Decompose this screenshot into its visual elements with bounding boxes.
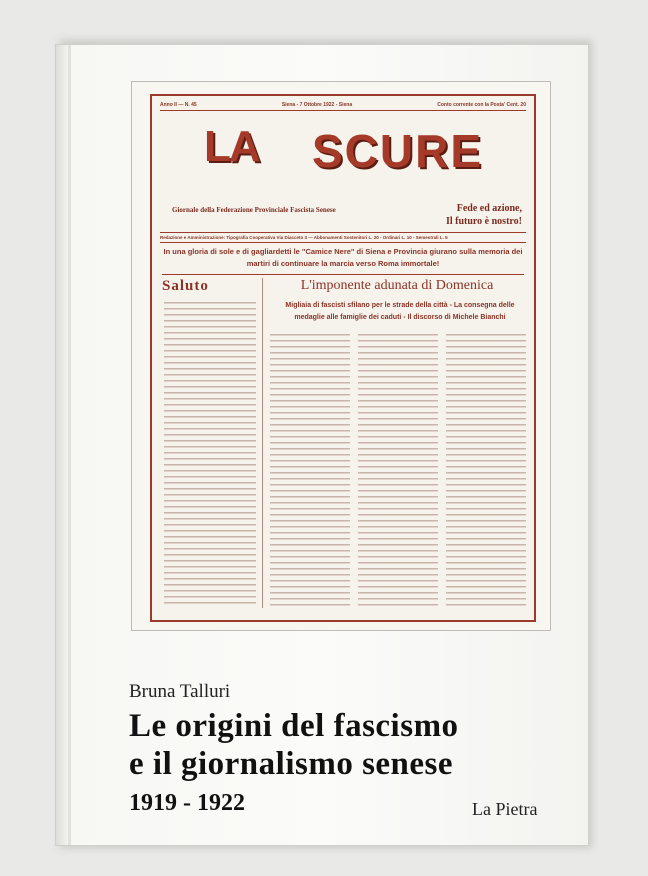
motto-line-2: Il futuro è nostro! — [445, 216, 522, 227]
motto-line-1: Fede ed azione, — [456, 203, 522, 214]
newspaper-motto — [446, 202, 522, 228]
left-heading: Saluto — [162, 278, 209, 294]
years: 1919 - 1922 — [129, 790, 245, 816]
cover-illustration — [131, 81, 551, 631]
text-column — [358, 334, 438, 609]
issue-date: Siena - 7 Ottobre 1922 - Siena — [281, 102, 353, 108]
newspaper-subtitle: Giornale della Federazione Provinciale Fascista Senese — [172, 206, 336, 214]
text-column — [164, 302, 256, 607]
book-title — [129, 707, 459, 783]
newspaper-front-page — [150, 94, 536, 622]
title-line-2: e il giornalismo senese — [129, 746, 454, 782]
masthead-la: LA — [204, 122, 259, 171]
text-column — [270, 334, 350, 609]
spine-crease — [68, 45, 71, 845]
headline-deck: Migliaia di fascisti sfilano per le strade della città - La consegna delle medaglie alle famiglie dei caduti - Il discorso di Michele Bianchi — [285, 302, 515, 321]
text-column — [446, 334, 526, 609]
publisher: La Pietra — [472, 799, 538, 819]
banner-headline: In una gloria di sole e di gagliardetti le "Camice Nere" di Siena e Provincia giurano sulla memoria dei martiri di continuare la marcia verso Roma immortale! — [162, 246, 524, 275]
masthead-scure: SCURE — [312, 125, 484, 177]
main-headline: L'imponente adunata di Domenica — [300, 278, 494, 293]
column-divider — [262, 278, 263, 608]
masthead-info — [160, 102, 526, 111]
issue-number: Anno II — N. 45 — [160, 102, 197, 108]
title-line-1: Le origini del fascismo — [129, 708, 459, 744]
book-cover — [55, 44, 589, 846]
author-name: Bruna Talluri — [129, 681, 231, 702]
postal-info: Conto corrente con la Posta' Cent. 20 — [437, 102, 526, 108]
admin-line: Redazione e Amministrazione: Tipografia Cooperativa Via Diacceto 3 — Abbonamenti Sostenitori L. 20 - Ordinari L. 10 - Semestrali L. 5 — [160, 232, 526, 243]
